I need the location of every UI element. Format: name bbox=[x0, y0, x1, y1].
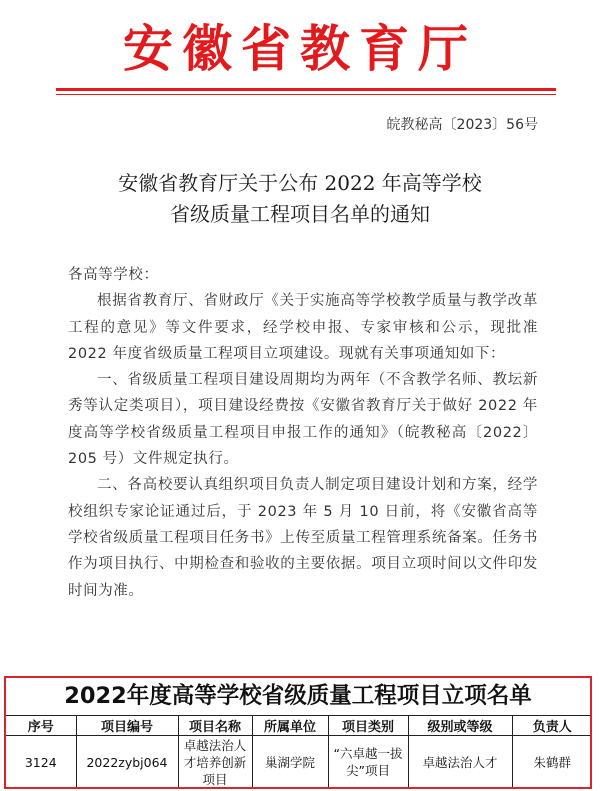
header-institution: 所属单位 bbox=[252, 716, 328, 736]
letterhead-rule-thin bbox=[56, 94, 556, 95]
table-row bbox=[6, 736, 592, 789]
project-list-highlight bbox=[4, 676, 592, 789]
cell-serial: 3124 bbox=[6, 736, 76, 789]
paragraph-2: 一、省级质量工程项目建设周期均为两年（不含教学名师、教坛新秀等认定类项目），项目建设经费按《安徽省教育厅关于做好 2022 年度高等学校省级质量工程项目申报工作的通知》（皖教秘高〔2022〕205 号）文件规定执行。 bbox=[68, 372, 538, 468]
cell-project-code: 2022zybj064 bbox=[76, 736, 178, 789]
salutation: 各高等学校： bbox=[68, 267, 159, 283]
cell-leader: 朱鹤群 bbox=[512, 736, 592, 789]
cell-project-name: 卓越法治人才培养创新项目 bbox=[178, 736, 252, 789]
letterhead-rule-thick bbox=[56, 88, 556, 91]
document-number: 皖教秘高〔2023〕56号 bbox=[386, 117, 538, 133]
project-list-table bbox=[6, 715, 592, 789]
header-serial: 序号 bbox=[6, 716, 76, 736]
paragraph-3: 二、各高校要认真组织项目负责人制定项目建设计划和方案，经学校组织专家论证通过后，于 2023 年 5 月 10 日前，将《安徽省高等学校省级质量工程项目任务书》上传至质量工程管理系统备案。任务书作为项目执行、中期检查和验收的主要依据。项目立项时间以文件印发时间为准。 bbox=[68, 477, 538, 599]
document-body bbox=[68, 262, 538, 604]
header-level: 级别或等级 bbox=[408, 716, 512, 736]
paragraph-1: 根据省教育厅、省财政厅《关于实施高等学校教学质量与教学改革工程的意见》等文件要求，经学校申报、专家审核和公示，现批准 2022 年度省级质量工程项目立项建设。现就有关事项通知如下： bbox=[68, 293, 538, 362]
cell-level: 卓越法治人才 bbox=[408, 736, 512, 789]
header-project-category: 项目类别 bbox=[328, 716, 408, 736]
header-project-name: 项目名称 bbox=[178, 716, 252, 736]
table-header-row bbox=[6, 716, 592, 736]
document-title-line-1: 安徽省教育厅关于公布 2022 年高等学校 bbox=[118, 171, 482, 195]
header-leader: 负责人 bbox=[512, 716, 592, 736]
cell-institution: 巢湖学院 bbox=[252, 736, 328, 789]
header-project-code: 项目编号 bbox=[76, 716, 178, 736]
cell-project-category: “六卓越一拔尖”项目 bbox=[328, 736, 408, 789]
document-title bbox=[0, 168, 600, 230]
document-title-line-2: 省级质量工程项目名单的通知 bbox=[170, 202, 430, 226]
project-list-title: 2022年度高等学校省级质量工程项目立项名单 bbox=[64, 683, 532, 709]
issuer-letterhead: 安徽省教育厅 bbox=[123, 19, 477, 78]
